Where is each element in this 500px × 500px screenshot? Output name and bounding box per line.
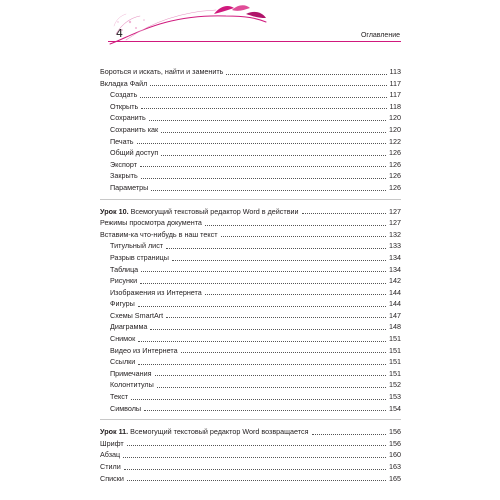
toc-entry[interactable] xyxy=(100,66,401,78)
toc-leader-dots xyxy=(161,132,386,133)
toc-page-number: 152 xyxy=(389,380,401,390)
toc-entry[interactable] xyxy=(100,473,401,485)
toc-lesson-title: Всемогущий текстовый редактор Word в действии xyxy=(130,206,299,216)
running-header-title: Оглавление xyxy=(360,32,400,39)
table-of-contents xyxy=(100,66,401,484)
toc-leader-dots xyxy=(149,120,386,121)
toc-entry-label: Ссылки xyxy=(110,357,136,367)
toc-entry[interactable] xyxy=(100,124,401,136)
toc-page-number: 117 xyxy=(389,78,401,88)
toc-entry-label xyxy=(100,206,299,218)
toc-page-number: 127 xyxy=(389,206,401,216)
toc-entry-label: Символы xyxy=(110,403,142,413)
toc-entry-label: Вкладка Файл xyxy=(100,78,148,88)
toc-page-number: 122 xyxy=(389,136,401,146)
toc-page-number: 132 xyxy=(389,229,401,239)
header-rule xyxy=(108,41,401,42)
toc-entry-label: Печать xyxy=(110,136,134,146)
toc-entry-label: Экспорт xyxy=(110,159,138,169)
toc-lesson-number: Урок 11. xyxy=(100,427,129,437)
toc-entry[interactable] xyxy=(100,356,401,368)
toc-page-number: 153 xyxy=(389,392,401,402)
toc-entry[interactable] xyxy=(100,101,401,113)
toc-page-number: 142 xyxy=(389,276,401,286)
toc-page-number: 133 xyxy=(389,241,401,251)
toc-entry-label: Диаграмма xyxy=(110,322,148,332)
toc-leader-dots xyxy=(138,341,386,342)
toc-leader-dots xyxy=(127,480,386,481)
toc-entry[interactable] xyxy=(100,240,401,252)
toc-leader-dots xyxy=(155,375,387,376)
toc-entry[interactable] xyxy=(100,112,401,124)
toc-entry-label: Видео из Интернета xyxy=(110,345,178,355)
toc-entry[interactable] xyxy=(100,147,401,159)
toc-page-number: 134 xyxy=(389,264,401,274)
section-divider xyxy=(100,199,401,200)
toc-page-number: 127 xyxy=(389,218,401,228)
toc-page-number: 134 xyxy=(389,252,401,262)
toc-entry[interactable] xyxy=(100,310,401,322)
toc-entry[interactable] xyxy=(100,287,401,299)
toc-leader-dots xyxy=(221,236,386,237)
toc-leader-dots xyxy=(150,329,386,330)
toc-entry-label: Списки xyxy=(100,473,124,483)
toc-page-number: 156 xyxy=(389,438,401,448)
toc-page-number: 113 xyxy=(389,67,401,76)
toc-entry-label: Стили xyxy=(100,462,121,471)
toc-entry-label: Режимы просмотра документа xyxy=(100,218,202,228)
toc-leader-dots xyxy=(123,457,386,458)
toc-leader-dots xyxy=(141,271,386,272)
toc-leader-dots xyxy=(127,445,386,446)
toc-entry-label: Шрифт xyxy=(100,438,124,448)
toc-leader-dots xyxy=(140,283,386,284)
toc-leader-dots xyxy=(166,317,386,318)
toc-entry-label: Закрыть xyxy=(110,171,138,181)
toc-entry-label: Схемы SmartArt xyxy=(110,310,164,320)
toc-entry[interactable] xyxy=(100,298,401,310)
section-divider xyxy=(100,419,401,420)
toc-entry[interactable] xyxy=(100,229,401,241)
toc-entry[interactable] xyxy=(100,252,401,264)
toc-lesson-number: Урок 10. xyxy=(100,206,129,216)
toc-entry-label: Создать xyxy=(110,90,138,100)
toc-entry[interactable] xyxy=(100,461,401,473)
toc-entry[interactable] xyxy=(100,321,401,333)
toc-entry[interactable] xyxy=(100,264,401,276)
toc-entry[interactable] xyxy=(100,182,401,194)
toc-entry[interactable] xyxy=(100,345,401,357)
toc-page-number: 151 xyxy=(389,357,401,367)
toc-leader-dots xyxy=(205,225,386,226)
toc-entry[interactable] xyxy=(100,379,401,391)
toc-entry-label: Параметры xyxy=(110,182,149,192)
toc-leader-dots xyxy=(161,155,386,156)
toc-entry[interactable] xyxy=(100,136,401,148)
toc-leader-dots xyxy=(140,97,386,98)
toc-page-number: 154 xyxy=(389,403,401,413)
toc-leader-dots xyxy=(124,469,386,470)
toc-entry-label: Бороться и искать, найти и заменить xyxy=(100,67,224,76)
toc-page-number: 117 xyxy=(389,90,401,100)
toc-leader-dots xyxy=(140,166,386,167)
toc-page-number: 160 xyxy=(389,450,401,460)
toc-entry-label: Примечания xyxy=(110,368,152,378)
toc-entry[interactable] xyxy=(100,403,401,415)
toc-entry[interactable] xyxy=(100,449,401,461)
toc-leader-dots xyxy=(226,74,386,75)
toc-page-number: 144 xyxy=(389,299,401,309)
toc-leader-dots xyxy=(312,434,386,435)
toc-page-number: 163 xyxy=(389,462,401,471)
toc-entry[interactable] xyxy=(100,275,401,287)
toc-page-number: 148 xyxy=(389,322,401,332)
toc-page-number: 126 xyxy=(389,182,401,192)
toc-leader-dots xyxy=(205,294,386,295)
toc-page-number: 147 xyxy=(389,310,401,320)
toc-entry[interactable] xyxy=(100,368,401,380)
toc-leader-dots xyxy=(141,178,386,179)
toc-group-3 xyxy=(100,426,401,484)
toc-entry-label: Открыть xyxy=(110,101,139,111)
toc-entry-label: Колонтитулы xyxy=(110,380,154,390)
toc-leader-dots xyxy=(138,364,386,365)
toc-page-number: 126 xyxy=(389,159,401,169)
toc-entry-label: Текст xyxy=(110,392,129,402)
toc-entry[interactable] xyxy=(100,217,401,229)
toc-leader-dots xyxy=(302,213,386,214)
toc-entry[interactable] xyxy=(100,333,401,345)
toc-entry[interactable] xyxy=(100,159,401,171)
toc-entry-label: Снимок xyxy=(110,334,136,344)
toc-leader-dots xyxy=(151,190,386,191)
toc-leader-dots xyxy=(166,248,386,249)
toc-entry-label: Сохранить как xyxy=(110,124,159,134)
toc-group-1 xyxy=(100,66,401,194)
toc-entry-label: Титульный лист xyxy=(110,241,164,251)
toc-page-number: 165 xyxy=(389,473,401,483)
toc-entry[interactable] xyxy=(100,438,401,450)
toc-entry-label: Таблица xyxy=(110,264,139,274)
toc-entry-label: Изображения из Интернета xyxy=(110,287,202,297)
toc-page-number: 118 xyxy=(389,101,401,111)
toc-leader-dots xyxy=(137,143,386,144)
toc-lesson-title: Всемогущий текстовый редактор Word возвращается xyxy=(130,427,309,437)
page-number: 4 xyxy=(116,27,123,40)
toc-group-2 xyxy=(100,206,401,415)
toc-entry-label: Сохранить xyxy=(110,113,146,123)
toc-leader-dots xyxy=(172,260,386,261)
toc-entry[interactable] xyxy=(100,426,401,438)
toc-entry-label: Фигуры xyxy=(110,299,135,309)
toc-entry-label: Рисунки xyxy=(110,276,138,286)
toc-page-number: 126 xyxy=(389,148,401,158)
toc-leader-dots xyxy=(144,410,386,411)
toc-entry-label: Вставим-ка что-нибудь в наш текст xyxy=(100,229,218,239)
toc-page-number: 144 xyxy=(389,287,401,297)
toc-entry[interactable] xyxy=(100,170,401,182)
toc-page-number: 120 xyxy=(389,124,401,134)
toc-page-number: 151 xyxy=(389,368,401,378)
toc-leader-dots xyxy=(141,108,386,109)
toc-leader-dots xyxy=(138,306,386,307)
toc-entry[interactable] xyxy=(100,206,401,218)
toc-entry-label xyxy=(100,426,309,438)
toc-leader-dots xyxy=(181,352,386,353)
toc-page-number: 151 xyxy=(389,345,401,355)
toc-entry-label: Общий доступ xyxy=(110,148,159,158)
toc-leader-dots xyxy=(157,387,386,388)
toc-entry[interactable] xyxy=(100,89,401,101)
toc-page-number: 120 xyxy=(389,113,401,123)
toc-page-number: 156 xyxy=(389,427,401,437)
toc-page-number: 151 xyxy=(389,334,401,344)
toc-entry[interactable] xyxy=(100,391,401,403)
toc-page-number: 126 xyxy=(389,171,401,181)
toc-entry-label: Абзац xyxy=(100,450,121,460)
toc-entry-label: Разрыв страницы xyxy=(110,252,169,262)
toc-leader-dots xyxy=(131,399,386,400)
toc-entry[interactable] xyxy=(100,78,401,90)
toc-leader-dots xyxy=(150,85,386,86)
